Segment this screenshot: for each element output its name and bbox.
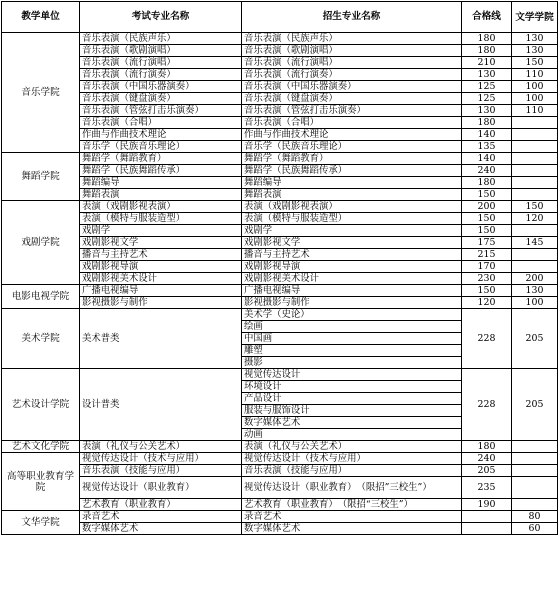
pass-line-cell: 150 bbox=[462, 285, 512, 297]
enroll-major-cell: 音乐表演（合唱） bbox=[242, 117, 462, 129]
teaching-unit-cell: 高等职业教育学院 bbox=[2, 453, 80, 511]
table-row bbox=[2, 225, 558, 237]
table-row bbox=[2, 465, 558, 477]
exam-major-cell: 音乐表演（管弦打击乐演奏） bbox=[80, 105, 242, 117]
pass-line-cell: 180 bbox=[462, 45, 512, 57]
enroll-major-cell: 戏剧影视文学 bbox=[242, 237, 462, 249]
literature-line-cell: 130 bbox=[512, 45, 558, 57]
literature-line-cell bbox=[512, 153, 558, 165]
exam-major-cell: 戏剧影视文学 bbox=[80, 237, 242, 249]
table-row bbox=[2, 81, 558, 93]
enroll-major-cell: 音乐表演（中国乐器演奏） bbox=[242, 81, 462, 93]
exam-major-cell: 视觉传达设计（技术与应用） bbox=[80, 453, 242, 465]
enroll-major-cell: 录音艺术 bbox=[242, 511, 462, 523]
pass-line-cell: 190 bbox=[462, 499, 512, 511]
enroll-major-cell: 戏剧影视导演 bbox=[242, 261, 462, 273]
enroll-major-cell: 音乐表演（民族声乐） bbox=[242, 33, 462, 45]
exam-major-cell: 舞蹈表演 bbox=[80, 189, 242, 201]
enroll-major-cell: 音乐表演（流行演奏） bbox=[242, 69, 462, 81]
pass-line-cell: 180 bbox=[462, 117, 512, 129]
literature-line-cell bbox=[512, 129, 558, 141]
exam-major-cell: 音乐表演（流行演唱） bbox=[80, 57, 242, 69]
exam-major-cell: 表演（戏剧影视表演） bbox=[80, 201, 242, 213]
table-row bbox=[2, 477, 558, 499]
enroll-major-cell: 广播电视编导 bbox=[242, 285, 462, 297]
enroll-major-cell: 音乐表演（技能与应用） bbox=[242, 465, 462, 477]
exam-major-cell: 音乐表演（流行演奏） bbox=[80, 69, 242, 81]
exam-major-cell: 表演（礼仪与公关艺术） bbox=[80, 441, 242, 453]
table-row bbox=[2, 177, 558, 189]
literature-line-cell: 205 bbox=[512, 309, 558, 369]
table-row bbox=[2, 273, 558, 285]
pass-line-cell: 240 bbox=[462, 165, 512, 177]
teaching-unit-cell: 艺术文化学院 bbox=[2, 441, 80, 453]
header-enroll-major: 招生专业名称 bbox=[242, 2, 462, 33]
table-row bbox=[2, 189, 558, 201]
header-pass-line: 合格线 bbox=[462, 2, 512, 33]
table-row bbox=[2, 45, 558, 57]
enroll-major-cell: 舞蹈编导 bbox=[242, 177, 462, 189]
table-row bbox=[2, 261, 558, 273]
enroll-major-cell: 动画 bbox=[242, 429, 462, 441]
literature-line-cell bbox=[512, 453, 558, 465]
exam-major-cell: 作曲与作曲技术理论 bbox=[80, 129, 242, 141]
enroll-major-cell: 舞蹈表演 bbox=[242, 189, 462, 201]
enroll-major-cell: 作曲与作曲技术理论 bbox=[242, 129, 462, 141]
literature-line-cell: 110 bbox=[512, 105, 558, 117]
exam-major-cell: 音乐表演（合唱） bbox=[80, 117, 242, 129]
literature-line-cell: 200 bbox=[512, 273, 558, 285]
enroll-major-cell: 视觉传达设计（技术与应用） bbox=[242, 453, 462, 465]
literature-line-cell bbox=[512, 165, 558, 177]
literature-line-cell bbox=[512, 141, 558, 153]
table-row bbox=[2, 57, 558, 69]
pass-line-cell: 125 bbox=[462, 93, 512, 105]
exam-major-cell: 戏剧影视美术设计 bbox=[80, 273, 242, 285]
exam-major-cell: 广播电视编导 bbox=[80, 285, 242, 297]
literature-line-cell: 130 bbox=[512, 33, 558, 45]
exam-major-cell: 音乐表演（民族声乐） bbox=[80, 33, 242, 45]
enroll-major-cell: 雕塑 bbox=[242, 345, 462, 357]
pass-line-cell bbox=[462, 511, 512, 523]
header-exam-major: 考试专业名称 bbox=[80, 2, 242, 33]
pass-line-cell: 215 bbox=[462, 249, 512, 261]
table-body bbox=[2, 33, 558, 535]
teaching-unit-cell: 美术学院 bbox=[2, 309, 80, 369]
table-row bbox=[2, 369, 558, 381]
pass-line-cell: 150 bbox=[462, 213, 512, 225]
exam-major-cell: 录音艺术 bbox=[80, 511, 242, 523]
literature-line-cell: 205 bbox=[512, 369, 558, 441]
table-row bbox=[2, 249, 558, 261]
enroll-major-cell: 视觉传达设计（职业教育） （限招”三校生”） bbox=[242, 477, 462, 499]
pass-line-cell: 228 bbox=[462, 309, 512, 369]
header-literature-college: 文学学院 bbox=[512, 2, 558, 33]
enroll-major-cell: 音乐表演（管弦打击乐演奏） bbox=[242, 105, 462, 117]
pass-line-cell: 240 bbox=[462, 453, 512, 465]
pass-line-cell: 170 bbox=[462, 261, 512, 273]
exam-major-cell: 视觉传达设计（职业教育） bbox=[80, 477, 242, 499]
literature-line-cell: 80 bbox=[512, 511, 558, 523]
table-row bbox=[2, 153, 558, 165]
exam-major-cell: 音乐表演（键盘演奏） bbox=[80, 93, 242, 105]
pass-line-cell bbox=[462, 523, 512, 535]
pass-line-cell: 210 bbox=[462, 57, 512, 69]
pass-line-cell: 150 bbox=[462, 189, 512, 201]
literature-line-cell: 110 bbox=[512, 69, 558, 81]
literature-line-cell bbox=[512, 261, 558, 273]
enroll-major-cell: 绘画 bbox=[242, 321, 462, 333]
literature-line-cell bbox=[512, 225, 558, 237]
table-row bbox=[2, 453, 558, 465]
enroll-major-cell: 播音与主持艺术 bbox=[242, 249, 462, 261]
pass-line-cell: 180 bbox=[462, 441, 512, 453]
pass-line-cell: 140 bbox=[462, 153, 512, 165]
exam-major-cell: 设计普类 bbox=[80, 369, 242, 441]
exam-major-cell: 音乐表演（歌剧演唱） bbox=[80, 45, 242, 57]
table-row bbox=[2, 237, 558, 249]
teaching-unit-cell: 舞蹈学院 bbox=[2, 153, 80, 201]
pass-line-cell: 130 bbox=[462, 69, 512, 81]
exam-major-cell: 美术普类 bbox=[80, 309, 242, 369]
enroll-major-cell: 产品设计 bbox=[242, 393, 462, 405]
enroll-major-cell: 音乐表演（键盘演奏） bbox=[242, 93, 462, 105]
table-row bbox=[2, 33, 558, 45]
pass-line-cell: 200 bbox=[462, 201, 512, 213]
literature-line-cell bbox=[512, 177, 558, 189]
literature-line-cell bbox=[512, 249, 558, 261]
exam-major-cell: 播音与主持艺术 bbox=[80, 249, 242, 261]
enroll-major-cell: 环境设计 bbox=[242, 381, 462, 393]
pass-line-cell: 180 bbox=[462, 33, 512, 45]
teaching-unit-cell: 文华学院 bbox=[2, 511, 80, 535]
exam-major-cell: 数字媒体艺术 bbox=[80, 523, 242, 535]
pass-line-cell: 125 bbox=[462, 81, 512, 93]
exam-major-cell: 舞蹈学（民族舞蹈传承） bbox=[80, 165, 242, 177]
table-row bbox=[2, 213, 558, 225]
enroll-major-cell: 音乐表演（流行演唱） bbox=[242, 57, 462, 69]
exam-major-cell: 音乐学（民族音乐理论） bbox=[80, 141, 242, 153]
enroll-major-cell: 影视摄影与制作 bbox=[242, 297, 462, 309]
exam-major-cell: 表演（模特与服装造型） bbox=[80, 213, 242, 225]
table-row bbox=[2, 441, 558, 453]
enroll-major-cell: 视觉传达设计 bbox=[242, 369, 462, 381]
enroll-major-cell: 数字媒体艺术 bbox=[242, 417, 462, 429]
enroll-major-cell: 美术学（史论） bbox=[242, 309, 462, 321]
pass-line-cell: 175 bbox=[462, 237, 512, 249]
pass-line-cell: 228 bbox=[462, 369, 512, 441]
table-row bbox=[2, 69, 558, 81]
teaching-unit-cell: 音乐学院 bbox=[2, 33, 80, 153]
exam-major-cell: 舞蹈学（舞蹈教育） bbox=[80, 153, 242, 165]
literature-line-cell bbox=[512, 189, 558, 201]
pass-line-cell: 230 bbox=[462, 273, 512, 285]
admission-score-table bbox=[1, 1, 558, 535]
pass-line-cell: 140 bbox=[462, 129, 512, 141]
literature-line-cell: 130 bbox=[512, 285, 558, 297]
pass-line-cell: 150 bbox=[462, 225, 512, 237]
enroll-major-cell: 表演（戏剧影视表演） bbox=[242, 201, 462, 213]
exam-major-cell: 戏剧影视导演 bbox=[80, 261, 242, 273]
table-row bbox=[2, 297, 558, 309]
literature-line-cell: 100 bbox=[512, 93, 558, 105]
exam-major-cell: 舞蹈编导 bbox=[80, 177, 242, 189]
table-row bbox=[2, 511, 558, 523]
exam-major-cell: 艺术教育（职业教育） bbox=[80, 499, 242, 511]
literature-line-cell: 150 bbox=[512, 201, 558, 213]
literature-line-cell: 100 bbox=[512, 81, 558, 93]
table-row bbox=[2, 129, 558, 141]
exam-major-cell: 戏剧学 bbox=[80, 225, 242, 237]
exam-major-cell: 影视摄影与制作 bbox=[80, 297, 242, 309]
enroll-major-cell: 音乐表演（歌剧演唱） bbox=[242, 45, 462, 57]
table-row bbox=[2, 165, 558, 177]
enroll-major-cell: 服装与服饰设计 bbox=[242, 405, 462, 417]
table-header-row bbox=[2, 2, 558, 33]
header-teaching-unit: 教学单位 bbox=[2, 2, 80, 33]
table-row bbox=[2, 309, 558, 321]
pass-line-cell: 180 bbox=[462, 177, 512, 189]
pass-line-cell: 130 bbox=[462, 105, 512, 117]
literature-line-cell bbox=[512, 465, 558, 477]
pass-line-cell: 205 bbox=[462, 465, 512, 477]
table-row bbox=[2, 285, 558, 297]
table-row bbox=[2, 93, 558, 105]
literature-line-cell bbox=[512, 441, 558, 453]
enroll-major-cell: 表演（礼仪与公关艺术） bbox=[242, 441, 462, 453]
literature-line-cell: 60 bbox=[512, 523, 558, 535]
table-row bbox=[2, 523, 558, 535]
teaching-unit-cell: 艺术设计学院 bbox=[2, 369, 80, 441]
pass-line-cell: 135 bbox=[462, 141, 512, 153]
table-row bbox=[2, 141, 558, 153]
enroll-major-cell: 音乐学（民族音乐理论） bbox=[242, 141, 462, 153]
table-row bbox=[2, 499, 558, 511]
enroll-major-cell: 戏剧影视美术设计 bbox=[242, 273, 462, 285]
enroll-major-cell: 数字媒体艺术 bbox=[242, 523, 462, 535]
enroll-major-cell: 中国画 bbox=[242, 333, 462, 345]
pass-line-cell: 235 bbox=[462, 477, 512, 499]
enroll-major-cell: 摄影 bbox=[242, 357, 462, 369]
literature-line-cell bbox=[512, 117, 558, 129]
table-row bbox=[2, 117, 558, 129]
literature-line-cell bbox=[512, 499, 558, 511]
table-row bbox=[2, 201, 558, 213]
literature-line-cell: 150 bbox=[512, 57, 558, 69]
enroll-major-cell: 戏剧学 bbox=[242, 225, 462, 237]
enroll-major-cell: 舞蹈学（民族舞蹈传承） bbox=[242, 165, 462, 177]
teaching-unit-cell: 戏剧学院 bbox=[2, 201, 80, 285]
literature-line-cell: 100 bbox=[512, 297, 558, 309]
pass-line-cell: 120 bbox=[462, 297, 512, 309]
table-row bbox=[2, 105, 558, 117]
literature-line-cell: 120 bbox=[512, 213, 558, 225]
enroll-major-cell: 舞蹈学（舞蹈教育） bbox=[242, 153, 462, 165]
literature-line-cell: 145 bbox=[512, 237, 558, 249]
literature-line-cell bbox=[512, 477, 558, 499]
enroll-major-cell: 表演（模特与服装造型） bbox=[242, 213, 462, 225]
exam-major-cell: 音乐表演（中国乐器演奏） bbox=[80, 81, 242, 93]
admission-score-table-wrapper bbox=[1, 1, 557, 535]
enroll-major-cell: 艺术教育（职业教育） （限招“三校生”） bbox=[242, 499, 462, 511]
teaching-unit-cell: 电影电视学院 bbox=[2, 285, 80, 309]
exam-major-cell: 音乐表演（技能与应用） bbox=[80, 465, 242, 477]
